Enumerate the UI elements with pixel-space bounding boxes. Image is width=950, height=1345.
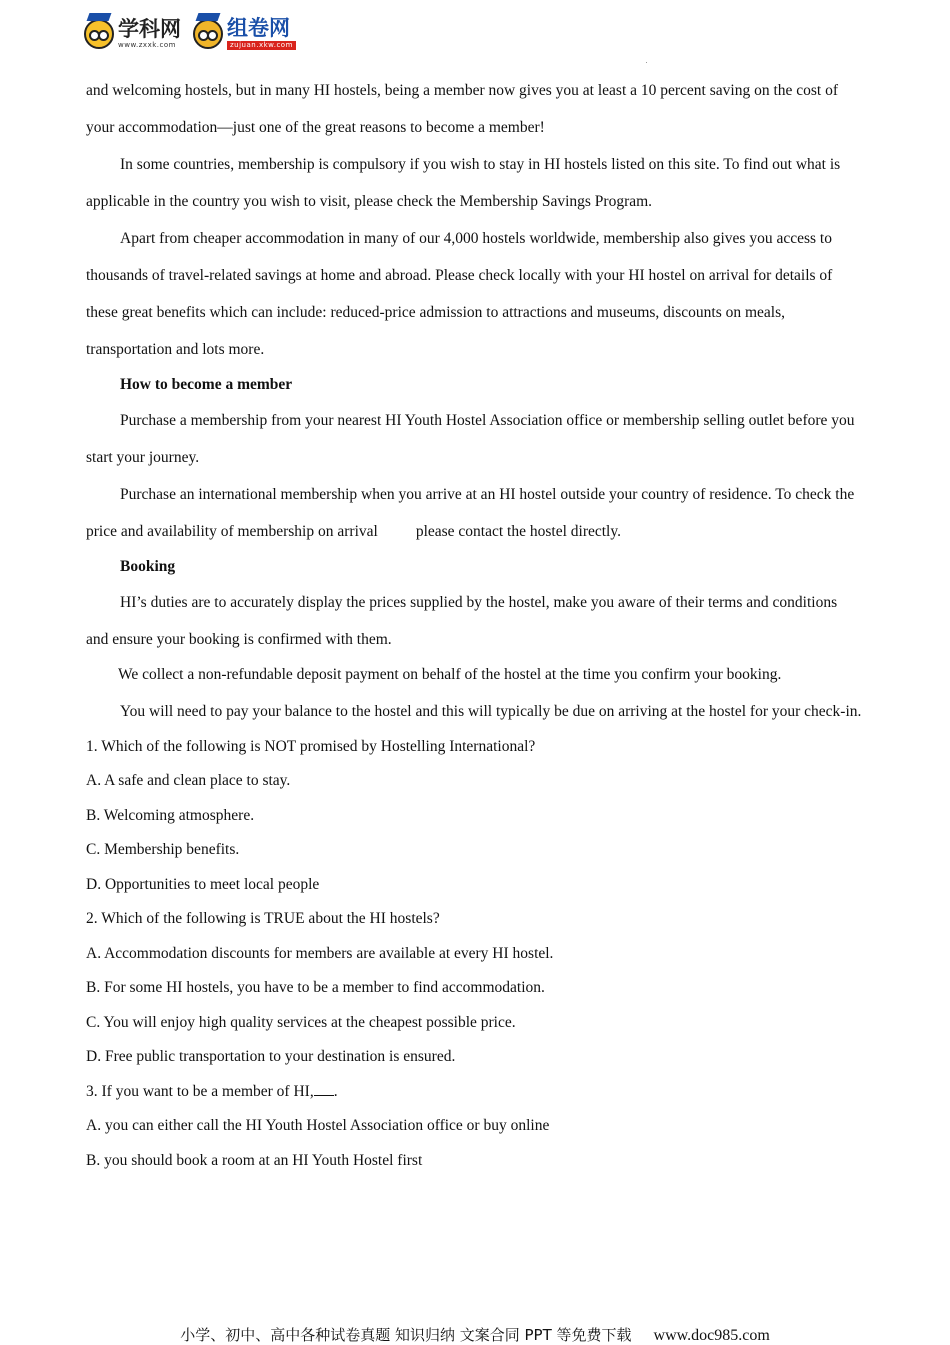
question-stem: 1. Which of the following is NOT promised by Hostelling International? (86, 737, 536, 755)
question-text: 3. If you want to be a member of HI, (86, 1082, 314, 1100)
paragraph-text: Purchase an international membership when you arrive at an HI hostel outside your country of residence. To check the price and availability of membership on arrival (86, 486, 855, 540)
answer-option: B. you should book a room at an HI Youth Hostel first (86, 1151, 423, 1169)
paragraph-text: please contact the hostel directly. (415, 523, 621, 540)
answer-option: C. Membership benefits. (86, 841, 240, 858)
stray-dot (646, 62, 647, 63)
paragraph: Purchase a membership from your nearest HI Youth Hostel Association office or membership selling outlet before you start your journey. (86, 412, 855, 466)
section-heading: How to become a member (120, 376, 293, 393)
document-body (86, 72, 862, 1178)
paragraph: Apart from cheaper accommodation in many of our 4,000 hostels worldwide, membership also gives you access to thousands of travel-related savings at home and abroad. Please check locally with your HI hostel on arrival for details of these great benefits which can include: reduced-price admission to attractions and museums, discounts on meals, transportation and lots more. (86, 230, 833, 358)
answer-option: B. Welcoming atmosphere. (86, 806, 255, 824)
paragraph: In some countries, membership is compulsory if you wish to stay in HI hostels listed on this site. To find out what is applicable in the country you wish to visit, please check the Membership Savings Program. (86, 156, 841, 210)
section-heading: Booking (120, 558, 176, 575)
footer-text: 小学、初中、高中各种试卷真题 知识归纳 文案合同 PPT 等免费下载 (180, 1326, 632, 1344)
zxxk-logo[interactable] (84, 19, 181, 49)
question-stem: 2. Which of the following is TRUE about the HI hostels? (86, 910, 440, 927)
zujuan-logo[interactable] (193, 18, 296, 50)
answer-option: A. you can either call the HI Youth Hostel Association office or buy online (86, 1117, 550, 1134)
footer-link[interactable]: www.doc985.com (653, 1327, 770, 1344)
logo-url: www.zxxk.com (118, 41, 176, 49)
question-stem (86, 1075, 862, 1110)
logo-name: 学科网 (118, 17, 181, 41)
answer-option: B. For some HI hostels, you have to be a member to find accommodation. (86, 979, 545, 996)
answer-option: A. Accommodation discounts for members are available at every HI hostel. (86, 944, 554, 962)
paragraph: We collect a non-refundable deposit payment on behalf of the hostel at the time you confirm your booking. (118, 666, 782, 683)
answer-option: D. Opportunities to meet local people (86, 875, 320, 893)
answer-option: A. A safe and clean place to stay. (86, 772, 291, 789)
answer-blank (314, 1083, 334, 1096)
answer-option: C. You will enjoy high quality services at the cheapest possible price. (86, 1013, 516, 1031)
page-footer (0, 1324, 950, 1345)
mascot-icon (84, 19, 114, 49)
paragraph: and welcoming hostels, but in many HI hostels, being a member now gives you at least a 10 percent saving on the cost of your accommodation—just one of the great reasons to become a member! (86, 82, 839, 136)
mascot-icon (193, 19, 223, 49)
logo-url: zujuan.xkw.com (227, 41, 296, 50)
paragraph: HI’s duties are to accurately display the prices supplied by the hostel, make you aware of their terms and conditions and ensure your booking is confirmed with them. (86, 594, 838, 648)
page-header (84, 12, 308, 56)
answer-option: D. Free public transportation to your destination is ensured. (86, 1048, 456, 1065)
paragraph: You will need to pay your balance to the hostel and this will typically be due on arriving at the hostel for your check-in. (120, 702, 862, 720)
logo-name: 组卷网 (227, 16, 290, 40)
paragraph (86, 476, 862, 550)
question-text: . (333, 1082, 338, 1100)
